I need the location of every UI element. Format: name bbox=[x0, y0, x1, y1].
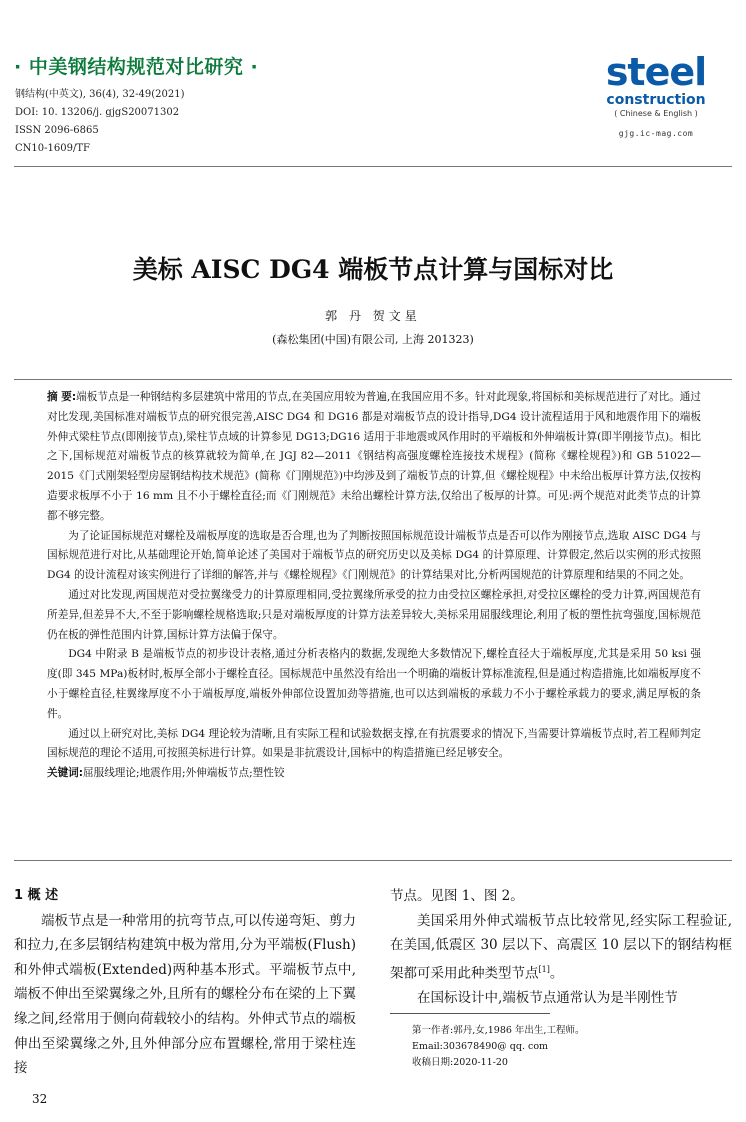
left-column bbox=[14, 884, 356, 1081]
journal-url: gjg.ic-mag.com bbox=[618, 129, 694, 138]
meta-line: DOI: 10. 13206/j. gjgS20071302 bbox=[15, 107, 180, 118]
abstract-p4: DG4 中附录 B 是端板节点的初步设计表格,通过分析表格内的数据,发现绝大多数情况下,螺栓直径大于端板厚度,尤其是采用 50 ksi 强度(即 345 MPa)板材时,板厚全部小于螺栓直径。国标规范中虽然没有给出一个明确的端板计算标准流程,但是通过构造措施,比如端板厚度不小于螺栓直径,柱翼缘厚度不小于端板厚度,端板外伸部位设置加劲等措施,也可以达到端板的承载力不小于螺栓承载力的要求,满足厚板的条件。 bbox=[47, 648, 701, 720]
affiliation: (森松集团(中国)有限公司, 上海 201323) bbox=[272, 333, 474, 346]
logo-word-steel: steel bbox=[605, 50, 707, 94]
abstract-p3: 通过对比发现,两国规范对受拉翼缘受力的计算原理相同,受拉翼缘所承受的拉力由受拉区螺栓承担,对受拉区螺栓的受力计算,两国规范有所差异,但差异不大,不至于影响螺栓规格选取;只是对端板厚度的计算方法差异较大,美标采用屈服线理论,利用了板的塑性抗弯强度,国标规范仍在板的弹性范围内计算,国标计算方法偏于保守。 bbox=[47, 588, 701, 641]
journal-logo bbox=[600, 52, 712, 138]
meta-line: ISSN 2096-6865 bbox=[15, 125, 99, 136]
footnote-author: 第一作者:郭丹,女,1986 年出生,工程师。 bbox=[412, 1025, 585, 1036]
logo-subtitle: ( Chinese & English ) bbox=[614, 109, 698, 118]
authors: 郭 丹 贺文星 bbox=[325, 309, 421, 323]
abstract-label: 摘 要: bbox=[47, 391, 77, 403]
right-paragraph-1: 美国采用外伸式端板节点比较常见,经实际工程验证,在美国,低震区 30 层以下、高震区 10 层以下的钢结构框架都可采用此种类型节点[1]。 bbox=[390, 912, 732, 982]
footnote-rule bbox=[390, 1013, 550, 1014]
logo-word-construction: construction bbox=[606, 92, 706, 108]
keywords-label: 关键词: bbox=[47, 767, 84, 780]
left-paragraph: 端板节点是一种常用的抗弯节点,可以传递弯矩、剪力和拉力,在多层钢结构建筑中极为常用,分为平端板(Flush)和外伸式端板(Extended)两种基本形式。平端板节点中,端板不伸出至梁翼缘之外,且所有的螺栓分布在梁的上下翼缘之间,经常用于侧向荷载较小的结构。外伸式节点的端板伸出至梁翼缘之外,且外伸部分应布置螺栓,常用于梁柱连接 bbox=[14, 912, 356, 1077]
abstract-p2: 为了论证国标规范对螺栓及端板厚度的选取是否合理,也为了判断按照国标规范设计端板节点是否可以作为刚接节点,选取 AISC DG4 与国标规范进行对比,从基础理论开始,简单论述了美国对于端板节点的研究历史以及美标 DG4 的计算原理、计算假定,然后以实例的形式按照 DG4 的设计流程对该实例进行了详细的解答,并与《螺栓规程》《门刚规范》的计算结果对比,分析两国规范的计算原理和结果的不同之处。 bbox=[47, 529, 701, 582]
header-rule bbox=[14, 166, 732, 167]
section-heading: 1 概 述 bbox=[14, 888, 59, 903]
right-paragraph-0: 节点。见图 1、图 2。 bbox=[390, 888, 524, 904]
keywords: 关键词:屈服线理论;地震作用;外伸端板节点;塑性铰 bbox=[47, 767, 285, 780]
right-paragraph-2: 在国标设计中,端板节点通常认为是半刚性节 bbox=[417, 989, 678, 1006]
journal-meta bbox=[15, 86, 185, 158]
series-title: · 中美钢结构规范对比研究 · bbox=[14, 56, 259, 78]
abstract bbox=[47, 388, 701, 784]
footnote-received: 收稿日期:2020-11-20 bbox=[412, 1057, 508, 1068]
page-number: 32 bbox=[32, 1092, 48, 1106]
meta-line: CN10-1609/TF bbox=[15, 143, 90, 154]
footnote-email: Email:303678490@ qq. com bbox=[412, 1041, 549, 1052]
right-column bbox=[390, 884, 732, 1010]
citation-ref[interactable]: [1] bbox=[538, 964, 550, 974]
paper-title: 美标 AISC DG4 端板节点计算与国标对比 bbox=[132, 255, 614, 284]
abstract-p5: 通过以上研究对比,美标 DG4 理论较为清晰,且有实际工程和试验数据支撑,在有抗震要求的情况下,当需要计算端板节点时,若工程师判定国标规范的理论不适用,可按照美标进行计算。如果是非抗震设计,国标中的构造措施已经足够安全。 bbox=[47, 727, 701, 760]
abstract-bottom-rule bbox=[14, 860, 732, 861]
abstract-p1: 摘 要:端板节点是一种钢结构多层建筑中常用的节点,在美国应用较为普遍,在我国应用不多。针对此现象,将国标和美标规范进行了对比。通过对比发现,美国标准对端板节点的研究很完善,AISC DG4 和 DG16 都是对端板节点的设计指导,DG4 设计流程适用于风和地震作用下的端板外伸式梁柱节点(即刚接节点),梁柱节点域的计算参见 DG13;DG16 适用于非地震或风作用时的平端板和外伸端板计算(即半刚接节点)。相比之下,国标规范对端板节点的核算就较为简单,在 JGJ 82—2011《钢结构高强度螺栓连接技术规程》(简称《螺栓规程》)和 GB 51022—2015《门式刚架轻型房屋钢结构技术规范》(简称《门刚规范》)中均涉及到了端板节点的计算,但《螺栓规程》中未给出板厚计算方法,仅按构造要求板厚不小于 16 mm 且不小于螺栓直径;而《门刚规范》未给出螺栓计算方法,仅给出了板厚的计算。可见:两个规范对此类节点的计算都不够完整。 bbox=[47, 391, 701, 522]
footnote bbox=[412, 1023, 732, 1071]
meta-line: 钢结构(中英文), 36(4), 32-49(2021) bbox=[15, 89, 185, 100]
abstract-top-rule bbox=[14, 379, 732, 380]
